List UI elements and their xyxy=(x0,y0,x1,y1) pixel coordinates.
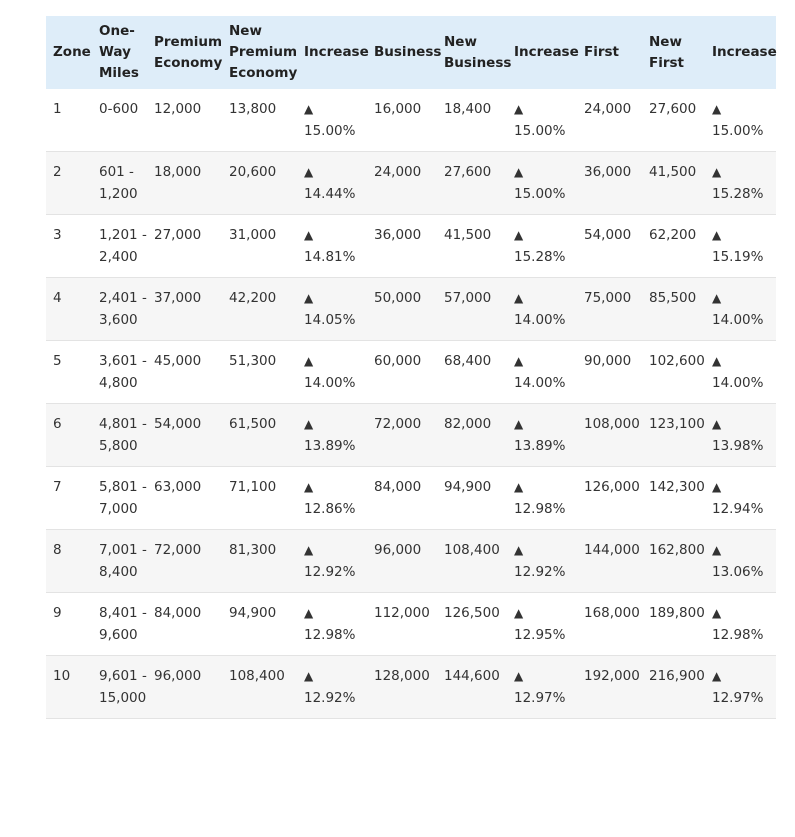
new-premium-economy-cell: 71,100 xyxy=(222,467,297,530)
business-increase-cell xyxy=(507,656,577,719)
first-cell: 168,000 xyxy=(577,593,642,656)
increase-percent: 12.97% xyxy=(712,690,764,706)
header-first: First xyxy=(577,16,642,89)
premium-economy-increase-cell xyxy=(297,215,367,278)
header-zone: Zone xyxy=(46,16,92,89)
new-business-cell: 108,400 xyxy=(437,530,507,593)
increase-arrow-icon: ▲ xyxy=(712,354,722,368)
business-increase-cell xyxy=(507,89,577,152)
business-cell: 16,000 xyxy=(367,89,437,152)
increase-arrow-icon: ▲ xyxy=(304,417,314,431)
increase-arrow-icon: ▲ xyxy=(304,543,314,557)
increase-percent: 12.92% xyxy=(304,690,356,706)
miles-cell: 601 - 1,200 xyxy=(92,152,147,215)
zone-cell: 8 xyxy=(46,530,92,593)
increase-percent: 15.00% xyxy=(304,123,356,139)
increase-percent: 15.00% xyxy=(514,123,566,139)
premium-economy-increase-cell xyxy=(297,152,367,215)
increase-percent: 14.00% xyxy=(712,312,764,328)
new-premium-economy-cell: 20,600 xyxy=(222,152,297,215)
table-row xyxy=(46,593,776,656)
increase-arrow-icon: ▲ xyxy=(514,480,524,494)
increase-percent: 13.89% xyxy=(514,438,566,454)
header-new-first: New First xyxy=(642,16,705,89)
new-business-cell: 41,500 xyxy=(437,215,507,278)
new-first-cell: 162,800 xyxy=(642,530,705,593)
increase-arrow-icon: ▲ xyxy=(514,669,524,683)
zone-cell: 3 xyxy=(46,215,92,278)
header-business: Business xyxy=(367,16,437,89)
first-increase-cell xyxy=(705,278,776,341)
increase-arrow-icon: ▲ xyxy=(712,669,722,683)
premium-economy-cell: 12,000 xyxy=(147,89,222,152)
increase-percent: 13.98% xyxy=(712,438,764,454)
increase-arrow-icon: ▲ xyxy=(514,417,524,431)
premium-economy-cell: 96,000 xyxy=(147,656,222,719)
zone-cell: 10 xyxy=(46,656,92,719)
premium-economy-cell: 45,000 xyxy=(147,341,222,404)
new-premium-economy-cell: 94,900 xyxy=(222,593,297,656)
new-first-cell: 123,100 xyxy=(642,404,705,467)
first-cell: 75,000 xyxy=(577,278,642,341)
first-increase-cell xyxy=(705,656,776,719)
premium-economy-increase-cell xyxy=(297,467,367,530)
first-increase-cell xyxy=(705,404,776,467)
new-first-cell: 102,600 xyxy=(642,341,705,404)
business-cell: 60,000 xyxy=(367,341,437,404)
header-new-business: New Business xyxy=(437,16,507,89)
first-increase-cell xyxy=(705,152,776,215)
increase-arrow-icon: ▲ xyxy=(712,228,722,242)
increase-arrow-icon: ▲ xyxy=(304,102,314,116)
miles-cell: 2,401 - 3,600 xyxy=(92,278,147,341)
table-row xyxy=(46,152,776,215)
increase-percent: 14.00% xyxy=(712,375,764,391)
zone-cell: 5 xyxy=(46,341,92,404)
business-cell: 84,000 xyxy=(367,467,437,530)
increase-percent: 12.86% xyxy=(304,501,356,517)
table-header-row xyxy=(46,16,776,89)
premium-economy-increase-cell xyxy=(297,656,367,719)
increase-arrow-icon: ▲ xyxy=(712,102,722,116)
first-increase-cell xyxy=(705,341,776,404)
table-row xyxy=(46,467,776,530)
award-chart xyxy=(46,16,776,719)
new-business-cell: 126,500 xyxy=(437,593,507,656)
first-cell: 192,000 xyxy=(577,656,642,719)
new-premium-economy-cell: 42,200 xyxy=(222,278,297,341)
zone-cell: 7 xyxy=(46,467,92,530)
increase-percent: 14.00% xyxy=(304,375,356,391)
increase-arrow-icon: ▲ xyxy=(712,543,722,557)
premium-economy-increase-cell xyxy=(297,404,367,467)
increase-percent: 14.81% xyxy=(304,249,356,265)
increase-arrow-icon: ▲ xyxy=(514,102,524,116)
new-first-cell: 27,600 xyxy=(642,89,705,152)
new-premium-economy-cell: 13,800 xyxy=(222,89,297,152)
premium-economy-cell: 63,000 xyxy=(147,467,222,530)
increase-arrow-icon: ▲ xyxy=(304,354,314,368)
increase-percent: 12.92% xyxy=(514,564,566,580)
new-first-cell: 189,800 xyxy=(642,593,705,656)
award-zone-table xyxy=(46,16,776,719)
premium-economy-cell: 27,000 xyxy=(147,215,222,278)
premium-economy-cell: 37,000 xyxy=(147,278,222,341)
business-increase-cell xyxy=(507,215,577,278)
new-business-cell: 57,000 xyxy=(437,278,507,341)
first-cell: 144,000 xyxy=(577,530,642,593)
premium-economy-increase-cell xyxy=(297,593,367,656)
table-row xyxy=(46,341,776,404)
miles-cell: 9,601 - 15,000 xyxy=(92,656,147,719)
premium-economy-cell: 54,000 xyxy=(147,404,222,467)
increase-arrow-icon: ▲ xyxy=(304,291,314,305)
first-cell: 108,000 xyxy=(577,404,642,467)
increase-arrow-icon: ▲ xyxy=(712,480,722,494)
zone-cell: 9 xyxy=(46,593,92,656)
first-cell: 54,000 xyxy=(577,215,642,278)
header-one-way-miles: One-Way Miles xyxy=(92,16,147,89)
business-increase-cell xyxy=(507,152,577,215)
premium-economy-cell: 84,000 xyxy=(147,593,222,656)
new-business-cell: 68,400 xyxy=(437,341,507,404)
miles-cell: 7,001 - 8,400 xyxy=(92,530,147,593)
increase-percent: 14.44% xyxy=(304,186,356,202)
table-body xyxy=(46,89,776,719)
increase-percent: 12.92% xyxy=(304,564,356,580)
premium-economy-cell: 18,000 xyxy=(147,152,222,215)
miles-cell: 5,801 - 7,000 xyxy=(92,467,147,530)
miles-cell: 8,401 - 9,600 xyxy=(92,593,147,656)
premium-economy-increase-cell xyxy=(297,530,367,593)
increase-percent: 12.94% xyxy=(712,501,764,517)
increase-percent: 14.00% xyxy=(514,375,566,391)
first-cell: 24,000 xyxy=(577,89,642,152)
increase-percent: 15.28% xyxy=(514,249,566,265)
table-row xyxy=(46,404,776,467)
new-first-cell: 216,900 xyxy=(642,656,705,719)
first-increase-cell xyxy=(705,530,776,593)
miles-cell: 4,801 - 5,800 xyxy=(92,404,147,467)
zone-cell: 1 xyxy=(46,89,92,152)
increase-arrow-icon: ▲ xyxy=(712,606,722,620)
table-row xyxy=(46,278,776,341)
table-row xyxy=(46,215,776,278)
increase-arrow-icon: ▲ xyxy=(304,669,314,683)
table-row xyxy=(46,656,776,719)
increase-arrow-icon: ▲ xyxy=(514,291,524,305)
increase-percent: 15.19% xyxy=(712,249,764,265)
business-cell: 112,000 xyxy=(367,593,437,656)
miles-cell: 1,201 - 2,400 xyxy=(92,215,147,278)
increase-percent: 12.97% xyxy=(514,690,566,706)
new-business-cell: 27,600 xyxy=(437,152,507,215)
miles-cell: 0-600 xyxy=(92,89,147,152)
table-row xyxy=(46,530,776,593)
new-premium-economy-cell: 51,300 xyxy=(222,341,297,404)
first-cell: 36,000 xyxy=(577,152,642,215)
new-business-cell: 94,900 xyxy=(437,467,507,530)
new-first-cell: 62,200 xyxy=(642,215,705,278)
increase-arrow-icon: ▲ xyxy=(304,480,314,494)
new-premium-economy-cell: 31,000 xyxy=(222,215,297,278)
header-new-premium-economy: New Premium Economy xyxy=(222,16,297,89)
first-cell: 126,000 xyxy=(577,467,642,530)
zone-cell: 2 xyxy=(46,152,92,215)
business-increase-cell xyxy=(507,467,577,530)
increase-percent: 15.28% xyxy=(712,186,764,202)
business-cell: 72,000 xyxy=(367,404,437,467)
new-premium-economy-cell: 108,400 xyxy=(222,656,297,719)
business-cell: 24,000 xyxy=(367,152,437,215)
header-first-increase: Increase xyxy=(705,16,776,89)
increase-arrow-icon: ▲ xyxy=(514,543,524,557)
premium-economy-cell: 72,000 xyxy=(147,530,222,593)
increase-arrow-icon: ▲ xyxy=(712,417,722,431)
zone-cell: 6 xyxy=(46,404,92,467)
increase-percent: 12.98% xyxy=(514,501,566,517)
zone-cell: 4 xyxy=(46,278,92,341)
increase-percent: 13.89% xyxy=(304,438,356,454)
new-premium-economy-cell: 61,500 xyxy=(222,404,297,467)
premium-economy-increase-cell xyxy=(297,89,367,152)
first-increase-cell xyxy=(705,215,776,278)
increase-arrow-icon: ▲ xyxy=(304,228,314,242)
new-business-cell: 82,000 xyxy=(437,404,507,467)
increase-percent: 12.98% xyxy=(712,627,764,643)
increase-arrow-icon: ▲ xyxy=(514,606,524,620)
increase-percent: 13.06% xyxy=(712,564,764,580)
business-cell: 36,000 xyxy=(367,215,437,278)
premium-economy-increase-cell xyxy=(297,278,367,341)
premium-economy-increase-cell xyxy=(297,341,367,404)
increase-percent: 14.05% xyxy=(304,312,356,328)
increase-arrow-icon: ▲ xyxy=(514,165,524,179)
first-increase-cell xyxy=(705,467,776,530)
business-cell: 50,000 xyxy=(367,278,437,341)
new-first-cell: 142,300 xyxy=(642,467,705,530)
increase-arrow-icon: ▲ xyxy=(514,228,524,242)
increase-percent: 12.98% xyxy=(304,627,356,643)
increase-arrow-icon: ▲ xyxy=(712,291,722,305)
new-business-cell: 144,600 xyxy=(437,656,507,719)
business-increase-cell xyxy=(507,530,577,593)
business-increase-cell xyxy=(507,341,577,404)
new-business-cell: 18,400 xyxy=(437,89,507,152)
increase-arrow-icon: ▲ xyxy=(304,606,314,620)
first-cell: 90,000 xyxy=(577,341,642,404)
business-cell: 96,000 xyxy=(367,530,437,593)
new-first-cell: 41,500 xyxy=(642,152,705,215)
header-premium-economy-increase: Increase xyxy=(297,16,367,89)
table-row xyxy=(46,89,776,152)
first-increase-cell xyxy=(705,593,776,656)
increase-percent: 14.00% xyxy=(514,312,566,328)
first-increase-cell xyxy=(705,89,776,152)
miles-cell: 3,601 - 4,800 xyxy=(92,341,147,404)
business-increase-cell xyxy=(507,404,577,467)
header-premium-economy: Premium Economy xyxy=(147,16,222,89)
increase-percent: 15.00% xyxy=(712,123,764,139)
increase-percent: 12.95% xyxy=(514,627,566,643)
new-first-cell: 85,500 xyxy=(642,278,705,341)
business-increase-cell xyxy=(507,278,577,341)
increase-arrow-icon: ▲ xyxy=(514,354,524,368)
increase-arrow-icon: ▲ xyxy=(304,165,314,179)
increase-arrow-icon: ▲ xyxy=(712,165,722,179)
header-business-increase: Increase xyxy=(507,16,577,89)
increase-percent: 15.00% xyxy=(514,186,566,202)
business-increase-cell xyxy=(507,593,577,656)
new-premium-economy-cell: 81,300 xyxy=(222,530,297,593)
business-cell: 128,000 xyxy=(367,656,437,719)
